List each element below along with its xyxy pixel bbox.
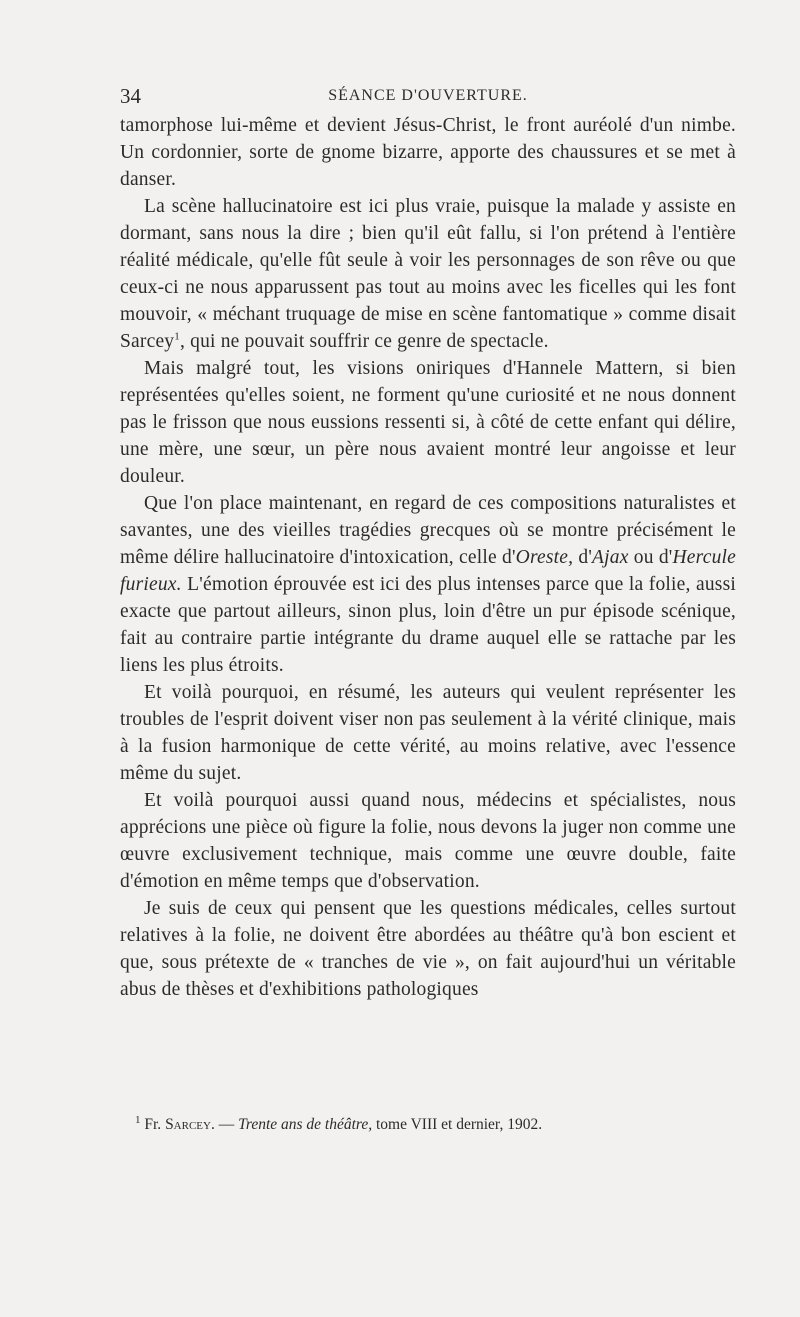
paragraph-2-text: La scène hallucinatoire est ici plus vraie, puisque la malade y assiste en dormant, sans nous la dire ; bien qu'il eût fallu, si l'on prétend à l'entière réalité médicale, qu'elle fût seule à voir les personnages de son rêve ou que ceux-ci ne nous apparussent pas tout au moins avec les ficelles qui les font mouvoir, « méchant truquage de mise en scène fantomatique » comme disait Sarcey bbox=[120, 196, 736, 352]
paragraph-6: Et voilà pourquoi aussi quand nous, médecins et spécialistes, nous apprécions une pièce où figure la folie, nous devons la juger non comme une œuvre exclusivement technique, mais comme une œuvre double, faite d'émotion en même temps que d'observation. bbox=[120, 790, 736, 892]
footnote-separator: . — bbox=[210, 1116, 239, 1133]
running-head: SÉANCE D'OUVERTURE. bbox=[328, 87, 528, 104]
paragraph-4-end: L'émotion éprouvée est ici des plus intenses parce que la folie, aussi exacte que partout ailleurs, sinon plus, loin d'être un pur épisode scénique, fait au contraire partie intégrante du drame auquel elle se rattache par les liens les plus étroits. bbox=[120, 574, 736, 676]
page-number: 34 bbox=[120, 84, 141, 108]
footnote-marker: 1 bbox=[135, 1113, 141, 1126]
footnote-prefix: Fr. bbox=[144, 1116, 166, 1133]
paragraph-5: Et voilà pourquoi, en résumé, les auteurs qui veulent représenter les troubles de l'esprit doivent viser non pas seulement à la vérité clinique, mais à la fusion harmonique de cette vérité, au moins relative, avec l'essence même du sujet. bbox=[120, 682, 736, 784]
paragraph-4-ou: ou d' bbox=[628, 547, 673, 568]
paragraph-4-d: d' bbox=[573, 547, 593, 568]
paragraph-3: Mais malgré tout, les visions oniriques d'Hannele Mattern, si bien représentées qu'elles soient, ne forment qu'une curiosité et ne nous donnent pas le frisson que nous eussions ressenti si, à côté de cette enfant qui délire, une mère, une sœur, un père nous avaient montré leur angoisse et leur douleur. bbox=[120, 358, 736, 487]
paragraph-7: Je suis de ceux qui pensent que les questions médicales, celles surtout relatives à la folie, ne doivent être abordées au théâtre qu'à bon escient et que, sous prétexte de « tranches de vie », on fait aujourd'hui un véritable abus de thèses et d'exhibitions pathologiques bbox=[120, 898, 736, 1000]
footnote-ref: 1 bbox=[174, 330, 180, 343]
footnote-rest: tome VIII et dernier, 1902. bbox=[372, 1116, 543, 1133]
title-ajax: Ajax bbox=[592, 547, 629, 568]
footnote-author: Sarcey bbox=[165, 1116, 211, 1133]
paragraph-1: tamorphose lui-même et devient Jésus-Christ, le front auréolé d'un nimbe. Un cordonnier, sorte de gnome bizarre, apporte des chaussures et se met à danser. bbox=[120, 115, 736, 190]
footnote-title: Trente ans de théâtre, bbox=[238, 1116, 373, 1133]
paragraph-2 bbox=[120, 193, 736, 355]
paragraph-4-text: Que l'on place maintenant, en regard de ces compositions naturalistes et savantes, une des vieilles tragédies grecques où se montre précisément le même délire hallucinatoire d'intoxication, celle d' bbox=[120, 493, 736, 568]
paragraph-2-end: , qui ne pouvait souffrir ce genre de spectacle. bbox=[179, 331, 549, 352]
body-text bbox=[120, 112, 736, 1003]
title-hercule: Hercule furieux. bbox=[120, 547, 736, 595]
footnote bbox=[120, 1115, 751, 1135]
page-header bbox=[120, 84, 736, 114]
title-oreste: Oreste, bbox=[515, 547, 574, 568]
paragraph-4 bbox=[120, 490, 736, 679]
